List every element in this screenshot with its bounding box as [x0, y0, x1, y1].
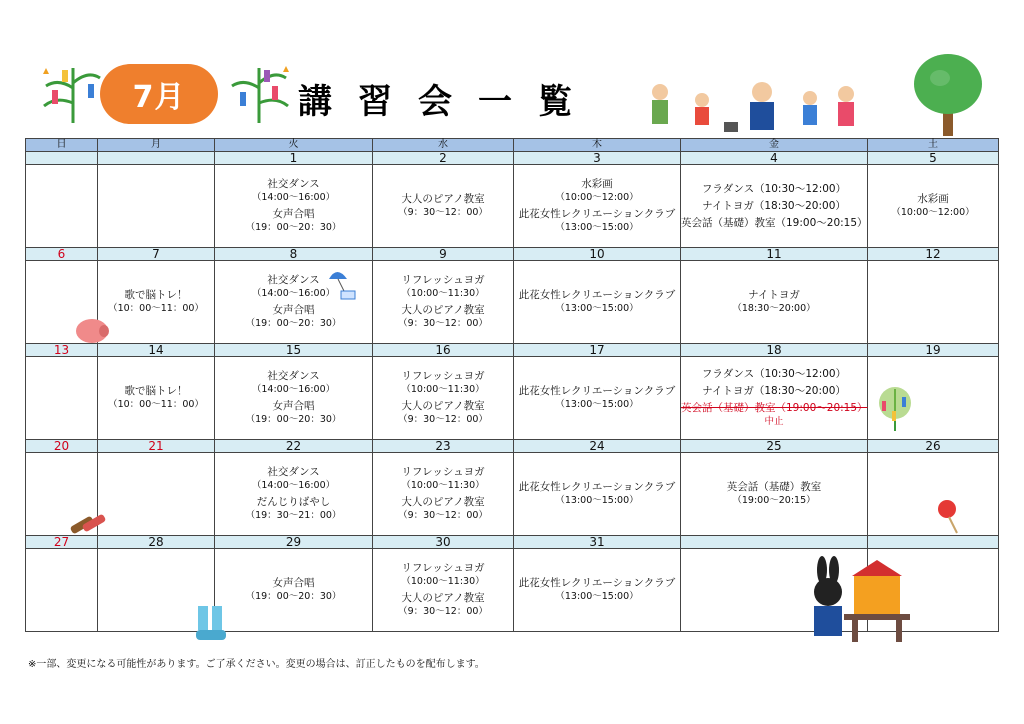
day-number: 5	[868, 152, 999, 165]
class-name: 社交ダンス	[267, 370, 320, 382]
class-event	[868, 193, 998, 219]
wind-chime-icon	[325, 265, 359, 301]
class-event	[514, 481, 680, 507]
day-cell	[514, 165, 681, 248]
class-name: リフレッシュヨガ	[401, 562, 485, 574]
day-number-row	[26, 248, 999, 261]
day-cell	[215, 165, 373, 248]
day-number: 21	[98, 440, 215, 453]
class-time: （9：30〜12：00）	[398, 207, 488, 218]
day-number: 18	[681, 344, 868, 357]
day-cell	[215, 357, 373, 440]
class-name: 此花女性レクリエーションクラブ	[518, 577, 676, 589]
day-number: 1	[215, 152, 373, 165]
day-cell	[26, 549, 98, 632]
day-cell	[215, 453, 373, 536]
tanabata-bamboo-icon	[872, 383, 918, 433]
class-name: 英会話（基礎）教室	[726, 481, 822, 493]
pig-mosquito-coil-icon	[74, 316, 110, 344]
day-number: 27	[26, 536, 98, 549]
day-number: 13	[26, 344, 98, 357]
day-cell	[98, 261, 215, 344]
day-number: 14	[98, 344, 215, 357]
class-time: （10：00〜11：00）	[108, 303, 204, 314]
class-name: 大人のピアノ教室	[401, 304, 485, 316]
class-time: （9：30〜12：00）	[398, 318, 488, 329]
class-event	[215, 577, 372, 603]
weekday-header-5: 金	[681, 139, 868, 152]
class-event	[681, 368, 867, 381]
day-number: 31	[514, 536, 681, 549]
class-event	[215, 400, 372, 426]
day-number: 4	[681, 152, 868, 165]
class-name: ナイトヨガ	[748, 289, 800, 301]
class-name: 大人のピアノ教室	[401, 592, 485, 604]
class-time: （13:00〜15:00）	[555, 495, 639, 506]
day-number: 16	[373, 344, 514, 357]
day-number: 7	[98, 248, 215, 261]
day-number: 6	[26, 248, 98, 261]
class-time: （10:00〜11:30）	[401, 384, 485, 395]
day-number: 22	[215, 440, 373, 453]
day-number: 11	[681, 248, 868, 261]
class-name: リフレッシュヨガ	[401, 466, 485, 478]
class-time: （19：00〜20：30）	[245, 222, 342, 233]
class-name: だんじりばやし	[256, 496, 331, 508]
day-number	[681, 536, 868, 549]
class-event	[514, 178, 680, 204]
socks-icon	[194, 604, 228, 642]
day-number-row	[26, 344, 999, 357]
day-cell	[681, 261, 868, 344]
day-cell	[514, 261, 681, 344]
candy-apple-icon	[937, 497, 961, 535]
day-cell	[373, 261, 514, 344]
weekday-header-row	[26, 139, 999, 152]
day-cell	[26, 357, 98, 440]
day-cell	[868, 165, 999, 248]
class-event	[215, 466, 372, 492]
class-name: ナイトヨガ（18:30〜20:00）	[702, 385, 846, 397]
class-time: （14:00〜16:00）	[251, 192, 336, 203]
class-name: 大人のピアノ教室	[401, 193, 485, 205]
class-time: （10:00〜11:30）	[401, 288, 485, 299]
class-name: 水彩画	[917, 193, 949, 205]
class-time: （19：00〜20：30）	[245, 414, 342, 425]
class-time: （18:30〜20:00）	[732, 303, 816, 314]
class-event	[373, 274, 513, 300]
mikoshi-festival-illustration	[796, 556, 914, 646]
class-event	[681, 481, 867, 507]
day-cell	[98, 165, 215, 248]
class-time: （13:00〜15:00）	[555, 303, 639, 314]
class-time: （10:00〜11:30）	[401, 480, 485, 491]
month-badge	[100, 64, 218, 124]
day-cell	[373, 453, 514, 536]
weekday-header-6: 土	[868, 139, 999, 152]
day-cell	[98, 357, 215, 440]
class-event	[373, 562, 513, 588]
day-cell	[98, 453, 215, 536]
class-time: （10:00〜12:00）	[891, 207, 975, 218]
class-time: （9：30〜12：00）	[398, 414, 488, 425]
day-cell	[868, 261, 999, 344]
class-event	[373, 400, 513, 426]
class-name: 歌で脳トレ！	[124, 385, 188, 397]
day-number: 12	[868, 248, 999, 261]
day-number: 15	[215, 344, 373, 357]
class-name: 此花女性レクリエーションクラブ	[518, 385, 676, 397]
cancelled-label: 中止	[764, 416, 784, 427]
day-cell	[514, 357, 681, 440]
class-name: リフレッシュヨガ	[401, 274, 485, 286]
class-name: ナイトヨガ（18:30〜20:00）	[702, 199, 846, 212]
class-event	[681, 217, 867, 230]
class-event	[98, 289, 214, 315]
class-event	[514, 385, 680, 411]
day-number: 8	[215, 248, 373, 261]
class-time: （13:00〜15:00）	[555, 399, 639, 410]
class-name: 女声合唱	[272, 400, 315, 412]
exercising-people-illustration	[640, 78, 870, 138]
day-cell	[681, 165, 868, 248]
day-number	[26, 152, 98, 165]
class-name: 此花女性レクリエーションクラブ	[518, 208, 676, 220]
class-event	[514, 577, 680, 603]
class-time: （9：30〜12：00）	[398, 510, 488, 521]
day-number	[98, 152, 215, 165]
class-name: フラダンス（10:30〜12:00）	[701, 368, 847, 380]
page-header	[0, 0, 1024, 140]
day-number-row	[26, 536, 999, 549]
day-cells-row	[26, 453, 999, 536]
class-name: 英会話（基礎）教室（19:00〜20:15）	[681, 216, 868, 229]
class-time: （14:00〜16:00）	[251, 384, 336, 395]
class-event	[373, 466, 513, 492]
day-cell	[26, 165, 98, 248]
day-number: 25	[681, 440, 868, 453]
sandals-icon	[66, 505, 110, 541]
day-cell	[514, 549, 681, 632]
class-name: 女声合唱	[272, 577, 315, 589]
day-cell	[514, 453, 681, 536]
class-name: 此花女性レクリエーションクラブ	[518, 289, 676, 301]
class-name: リフレッシュヨガ	[401, 370, 485, 382]
day-number: 19	[868, 344, 999, 357]
class-time: （19：00〜20：30）	[245, 318, 342, 329]
day-cell	[868, 453, 999, 536]
class-time: （14:00〜16:00）	[251, 480, 336, 491]
class-event	[514, 289, 680, 315]
class-event	[681, 402, 867, 428]
class-name: 歌で脳トレ！	[124, 289, 188, 301]
day-cell	[681, 357, 868, 440]
class-name: 女声合唱	[272, 304, 315, 316]
day-number	[868, 536, 999, 549]
month-label: 7月	[132, 80, 186, 115]
class-event	[373, 370, 513, 396]
class-time: （13:00〜15:00）	[555, 591, 639, 602]
class-event	[215, 496, 372, 522]
class-event	[215, 304, 372, 330]
class-name: フラダンス（10:30〜12:00）	[701, 182, 847, 195]
weekday-header-4: 木	[514, 139, 681, 152]
weekday-header-3: 水	[373, 139, 514, 152]
day-cell	[373, 549, 514, 632]
class-event	[215, 208, 372, 234]
weekday-header-0: 日	[26, 139, 98, 152]
class-time: （19：00〜20：30）	[245, 591, 342, 602]
day-cell	[373, 357, 514, 440]
footer-note: ※一部、変更になる可能性があります。ご了承ください。変更の場合は、訂正したものを配布します。	[28, 659, 485, 670]
weekday-header-1: 月	[98, 139, 215, 152]
class-name: 女声合唱	[272, 208, 315, 220]
class-event	[681, 385, 867, 398]
class-event	[373, 592, 513, 618]
day-cell	[373, 165, 514, 248]
class-name: 大人のピアノ教室	[401, 496, 485, 508]
tanabata-decoration-illustration	[38, 58, 108, 128]
class-name: 此花女性レクリエーションクラブ	[518, 481, 676, 493]
day-cell	[215, 549, 373, 632]
class-event	[215, 370, 372, 396]
day-number: 20	[26, 440, 98, 453]
day-number: 10	[514, 248, 681, 261]
tanabata-decoration-illustration	[224, 58, 294, 128]
class-name: 水彩画	[581, 178, 613, 190]
day-number: 9	[373, 248, 514, 261]
day-cells-row	[26, 357, 999, 440]
day-number-row	[26, 152, 999, 165]
class-time: （10:00〜12:00）	[555, 192, 639, 203]
class-event	[215, 178, 372, 204]
day-number: 2	[373, 152, 514, 165]
class-time: （14:00〜16:00）	[251, 288, 336, 299]
class-event	[681, 289, 867, 315]
weekday-header-2: 火	[215, 139, 373, 152]
day-number: 30	[373, 536, 514, 549]
class-event	[514, 208, 680, 234]
day-number: 24	[514, 440, 681, 453]
class-time: （13:00〜15:00）	[555, 222, 639, 233]
class-time: （10：00〜11：00）	[108, 399, 204, 410]
class-name: 社交ダンス	[267, 178, 320, 190]
class-event	[373, 304, 513, 330]
day-number: 29	[215, 536, 373, 549]
day-number-row	[26, 440, 999, 453]
day-number: 3	[514, 152, 681, 165]
day-cells-row	[26, 165, 999, 248]
day-number: 28	[98, 536, 215, 549]
day-number: 23	[373, 440, 514, 453]
class-event	[98, 385, 214, 411]
class-name: 大人のピアノ教室	[401, 400, 485, 412]
class-event	[373, 496, 513, 522]
class-name: 英会話（基礎）教室（19:00〜20:15）	[681, 402, 868, 414]
day-number: 17	[514, 344, 681, 357]
class-event	[681, 200, 867, 213]
tree-illustration	[912, 52, 984, 138]
class-time: （10:00〜11:30）	[401, 576, 485, 587]
class-event	[373, 193, 513, 219]
day-cells-row	[26, 261, 999, 344]
class-event	[681, 183, 867, 196]
class-time: （19：30〜21：00）	[245, 510, 342, 521]
class-time: （9：30〜12：00）	[398, 606, 488, 617]
class-name: 社交ダンス	[267, 466, 320, 478]
class-time: （19:00〜20:15）	[732, 495, 816, 506]
page-title: 講習会一覧	[298, 82, 598, 122]
day-number: 26	[868, 440, 999, 453]
class-name: 社交ダンス	[267, 274, 320, 286]
day-cell	[681, 453, 868, 536]
